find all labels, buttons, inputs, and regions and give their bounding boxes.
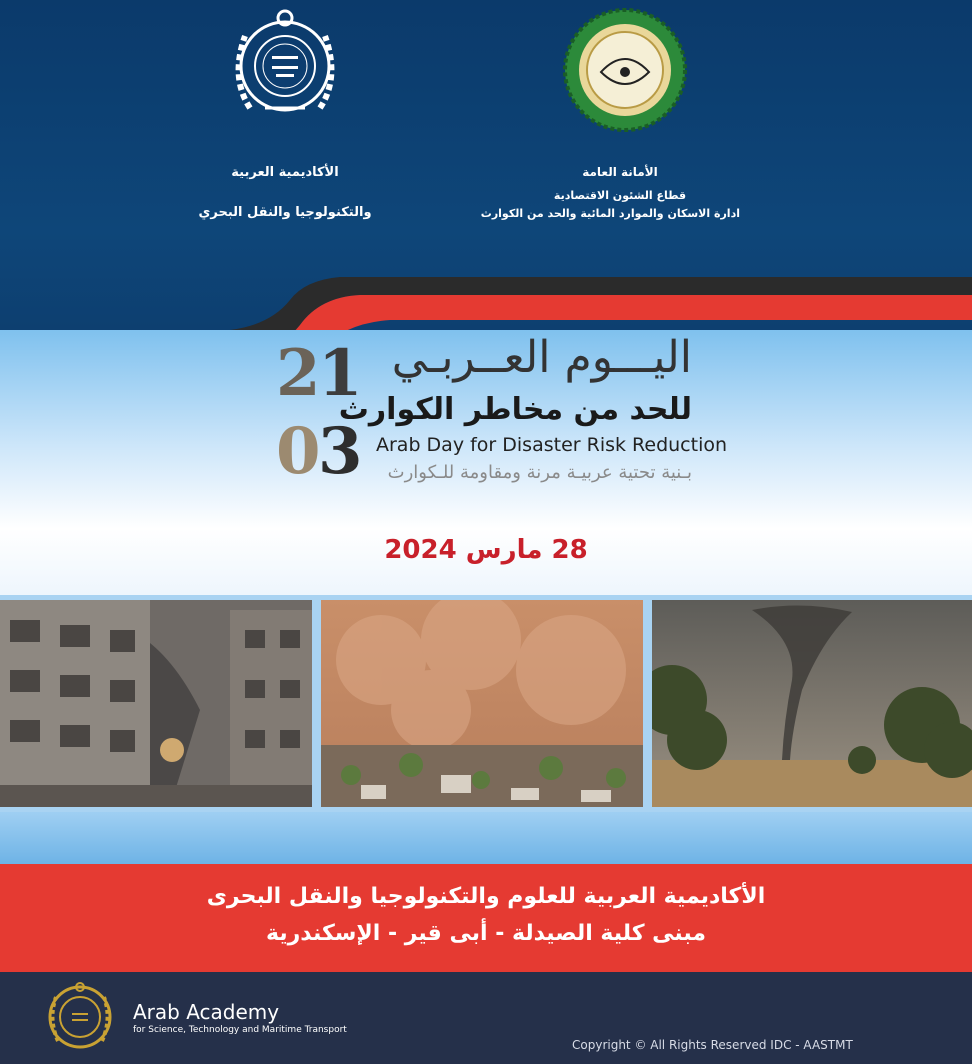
digit-day-units: 1: [318, 336, 363, 411]
league-secretariat: الأمانة العامة: [582, 165, 658, 179]
hero-section: [0, 330, 972, 595]
league-sector: قطاع الشئون الاقتصادية: [553, 189, 687, 202]
venue-line1: الأكاديمية العربية للعلوم والتكنولوجيا والنقل البحرى: [206, 884, 766, 909]
sandstorm-photo: [321, 600, 643, 807]
hero-title-ar: اليـــوم العــربـي: [391, 332, 692, 383]
arab-league-logo: [551, 6, 701, 136]
academy-name-line2: والتكنولوجيا والنقل البحري: [198, 205, 372, 220]
hero-subtitle-ar: للحد من مخاطر الكوارث: [338, 392, 692, 427]
copyright-text: Copyright © All Rights Reserved IDC - AASTMT: [572, 1038, 853, 1052]
blue-strip: [0, 812, 972, 864]
digit-day-tens: 2: [276, 336, 321, 411]
footer: [0, 972, 972, 1064]
event-date: 28 مارس 2024: [384, 535, 588, 565]
academy-logo: [210, 8, 360, 138]
league-department: ادارة الاسكان والموارد المائية والحد من الكوارث: [480, 207, 740, 220]
academy-name-line1: الأكاديمية العربية: [231, 165, 339, 180]
academy-footer-logo: [40, 979, 120, 1059]
destroyed-buildings-photo: [0, 600, 312, 807]
footer-title: Arab Academy: [133, 1000, 280, 1024]
digit-month-units: 3: [318, 414, 363, 489]
hero-title-en: Arab Day for Disaster Risk Reduction: [376, 434, 728, 456]
photo-strip: [0, 595, 972, 812]
tornado-photo: [652, 600, 972, 807]
digit-month-tens: 0: [276, 414, 321, 489]
footer-subtitle: for Science, Technology and Maritime Transport: [133, 1025, 347, 1035]
hero-tagline-ar: بـنية تحتية عربيـة مرنة ومقاومة للـكوارث: [387, 462, 692, 483]
venue-band: [0, 864, 972, 972]
venue-line2: مبنى كلية الصيدلة - أبى قير - الإسكندرية: [265, 921, 707, 946]
